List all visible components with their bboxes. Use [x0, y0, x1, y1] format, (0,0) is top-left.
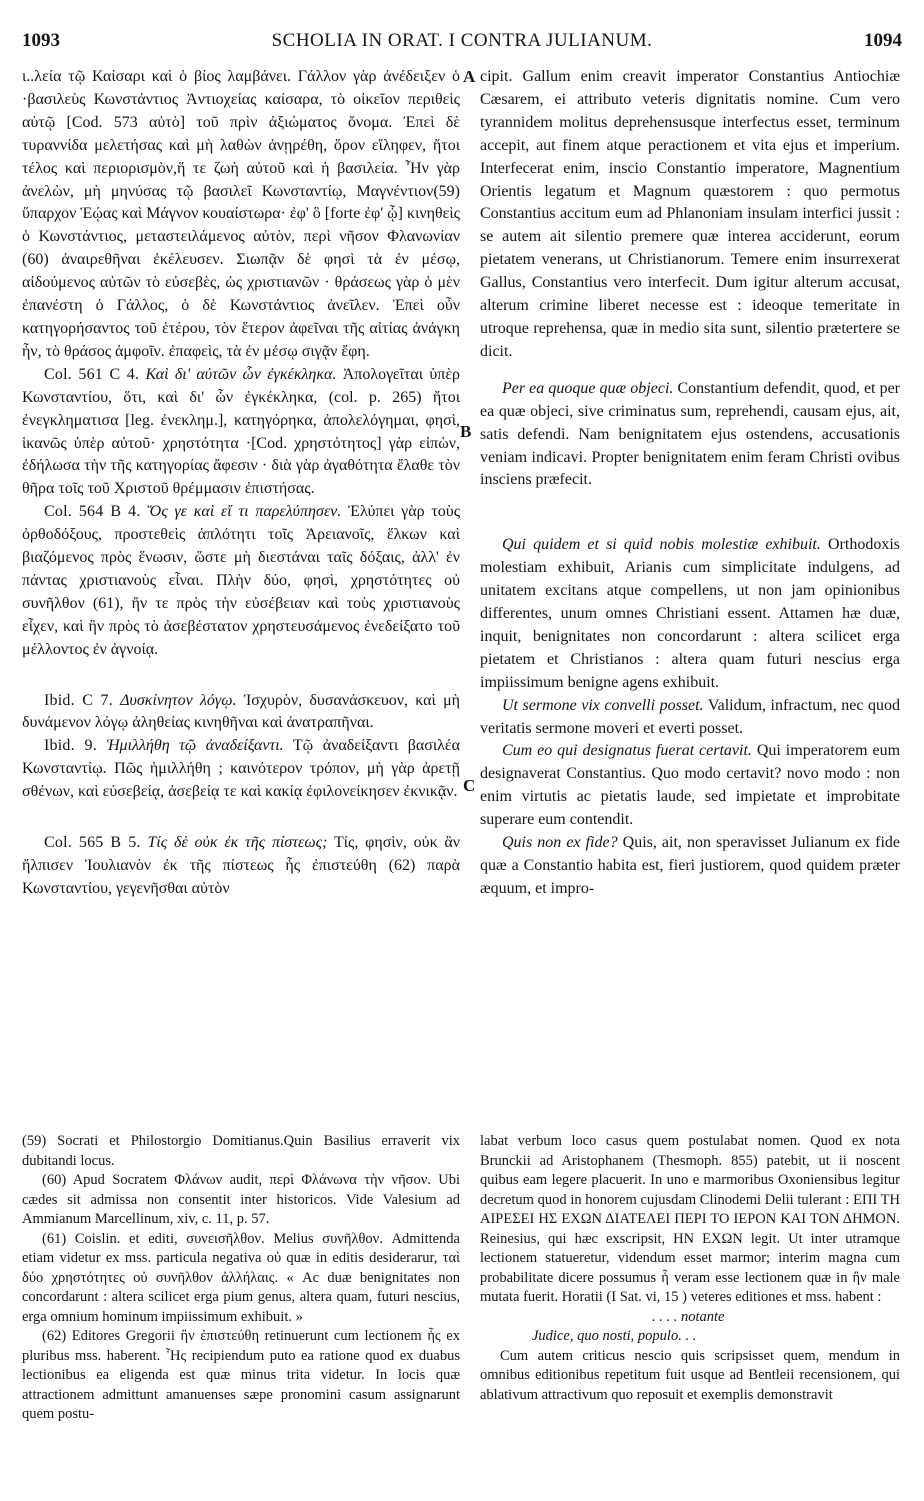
greek-scholion-4: [22, 690, 460, 736]
latin-scholion-1: cipit. Gallum enim creavit imperator Constantius Antiochiæ Cæsarem, ei attributo veteris dignitatis nomine. Cum vero tyrannidem molitus deprehensusque interfectus esset, terminum accepit, aut finem atque peractionem et vita ejus et imperium. Interfecerat enim, inscio Constantio imperatore, Magnentium Orientis legatum et Magnum quæstorem : quo permotus Constantius accitum eum ad Phlanoniam insulam interfici jussit : se autem ait silentio premere quæ interea acciderunt, eorum pietatem venerans, ut Christianorum. Temere enim insurrexerat Gallus, Constantius vero interfecit. Dum igitur alterum accusat, alterum crimine liberet necesse est : ideoque temeritate in utroque reprehensa, quæ in medio sita sunt, silentio prætertere se dicit.: [480, 68, 900, 360]
scholion-text: Ἐλύπει γὰρ τοὺς ὀρθοδόξους, προστεθεὶς ἁπλότητι τοῖς Ἀρειανοῖς, ἕλκων καὶ βιαζόμενος πρὸς ἕνωσιν, ὥστε μὴ διεστάναι ταῖς δόξαις, ἀλλ' ἐν πάντας χριστιανοὺς εἶναι. Πλὴν δύο, φησὶ, χρηστότητες οὐ συνῆλθον (61), ἥν τε πρὸς τὴν εὐσέβειαν καὶ τοὺς χριστιανοὺς εἶχεν, καὶ ἣν πρὸς τὸ ἀσεβέστατον χρηστευσάμενος ἐνεδείξατο τοῦ μέλλοντος ἐν ἀγνοίᾳ.: [22, 503, 461, 658]
latin-scholion-2: [480, 378, 900, 493]
footnote-62: (62) Editores Gregorii ἣν ἐπιστεύθη retinuerunt cum lectionem ἧς ex pluribus mss. haberent. Ἧς recipiendum puto ea ratione quod ex duabus lectionibus ea eligenda est quæ minus trita videtur. In locis quæ attractionem admittunt amanuenses sæpe pronomini casum assignarunt quem postu-: [22, 1328, 460, 1422]
latin-column: [480, 66, 900, 901]
latin-scholion-4: [480, 695, 900, 741]
greek-scholion-1: ι..λεία τῷ Καίσαρι καὶ ὁ βίος λαμβάνει. Γάλλον γὰρ ἀνέδειξεν ὁ ·βασιλεὺς Κωνστάντιος Ἀντιοχείας καίσαρα, τὸ οἰκεῖον περιθεὶς αὐτῷ [Cod. 573 αὐτὸ] τοῦ πρὶν ἀξιώματος ὄνομα. Ἐπεὶ δὲ τυραννίδα μελετήσας καὶ μὴ λαθὼν ἀνῃρέθη, ὅρον εἴληφεν, ἤτοι τέλος καὶ περιορισμὸν,ἥ τε ζωὴ αὐτοῦ καὶ ἡ βασιλεία. Ἦν γὰρ ἀνελὼν, μὴ μηνύσας τῷ βασιλεῖ Κωνσταντίῳ, Μαγνέντιον(59) ὕπαρχον Ἑῴας καὶ Μάγνον κουαίστωρα· ἐφ' ὃ [forte ἐφ' ᾧ] κινηθεὶς ὁ Κωνστάντιος, μεταστειλάμενος αὐτὸν, περὶ νῆσον Φλανωνίαν (60) ἀναιρεθῆναι ἐκέλευσεν. Σιωπᾷν δὲ φησὶ τὰ ἐν μέσῳ, αἰδούμενος αὐτῶν τὸ εὐσεβὲς, ὡς χριστιανῶν · θράσεως γὰρ ὁ μὲν ἐπανέστη ὁ Γάλλος, ὁ δὲ Κωνστάντιος ἀνεῖλεν. Ἐπεὶ οὖν κατηγορήσαντος τοῦ ἑτέρου, τὸν ἕτερον ἀφεῖναι τῆς αἰτίας ἀνάγκη ἦν, τὸ θράσος ἀμφοῖν. ἐπαφεὶς, τὰ ἐν μέσῳ σιγᾷν ἔφη.: [22, 68, 460, 360]
scholion-text: Constantium defendit, quod, et per ea quæ objeci, sive criminatus sum, reprehendi, causam ejus, ait, satis defendi. Nam benignitatem ejus ostendens, accusationis veniam indicavi. Propter benignitatem enim feram Christi ovibus insciens præfecit.: [480, 379, 901, 489]
scholion-text: Qui imperatorem eum designaverat Constantius. Quo modo certavit? novo modo : non enim virtutis ac pietatis laude, sed impietate et improbitate superare eum contendit.: [480, 742, 901, 829]
scholion-text: Ἰσχυρὸν, δυσανάσκευον, καὶ μὴ δυνάμενον λόγῳ ἀληθείας κινηθῆναι καὶ ἀνατραπῆναι.: [22, 691, 461, 732]
greek-scholion-6: [22, 832, 460, 901]
scholion-lemma: Τίς δὲ οὐκ ἐκ τῆς πίστεως;: [147, 834, 328, 852]
scholion-reference: Ibid. 9.: [44, 737, 97, 755]
page-number-right: 1094: [864, 30, 902, 51]
greek-scholion-5: [22, 735, 460, 804]
scholion-lemma: Ut sermone vix convelli posset.: [502, 696, 704, 714]
greek-column: [22, 66, 460, 901]
footnote-62-conclusion: Cum autem criticus nescio quis scripsisset quem, mendum in omnibus editionibus repetitum fuit usque ad Bentleii recensionem, qui ablativum attractivum quo reposuit et exemplis demonstravit: [480, 1347, 900, 1403]
scholion-lemma: Qui quidem et si quid nobis molestiæ exhibuit.: [502, 536, 821, 554]
running-title: SCHOLIA IN ORAT. I CONTRA JULIANUM.: [271, 30, 653, 51]
quotation-line-2: Judice, quo nosti, populo. . .: [532, 1328, 697, 1344]
scholion-lemma: Καὶ δι' αὐτῶν ὧν ἐγκέκληκα.: [145, 365, 337, 383]
quotation-line-1: . . . . notante: [652, 1308, 725, 1325]
margin-marker-b: B: [460, 422, 472, 441]
footnote-60: (60) Apud Socratem Φλάνων audit, περὶ Φλάνωνα τὴν νῆσον. Ubi cædes sit admissa non consentit inter historicos. Vide Valesium ad Ammianum Marcellinum, xiv, c. 11, p. 57.: [22, 1172, 460, 1227]
scholion-text: Orthodoxis molestiam exhibuit, Arianis cum simplicitate indulgens, ad unitatem excitans atque compellens, ut non jam opinionibus differentes, unum omnes Christiani essent. Attamen hæ duæ, inquit, benignitates non concordarunt : altera scilicet erga pietatem et Christianos : altera quam futuri nescius erga impiissimum benigne agens exhibuit.: [480, 536, 900, 691]
greek-scholion-2: [22, 364, 460, 501]
footnotes-left: [22, 1132, 460, 1425]
footnotes-right: [480, 1132, 900, 1405]
scholion-text: Τῷ ἀναδείξαντι βασιλέα Κωνσταντίῳ. Πῶς ἡμιλλήθη ; καινότερον τρόπον, μὴ γὰρ ἀρετῇ σθένων, καὶ εὐσεβείᾳ, ἀσεβείᾳ τε καὶ κακίᾳ ἐφιλονείκησεν ἐκνικᾷν.: [22, 737, 461, 801]
latin-scholion-3: [480, 534, 900, 694]
scholion-text: Τίς, φησὶν, οὐκ ἂν ἤλπισεν Ἰουλιανὸν ἐκ τῆς πίστεως ἧς ἐπιστεύθη (62) παρὰ Κωνσταντίου, γεγενῆσθαι αὐτὸν: [22, 834, 461, 897]
scholion-lemma: Per ea quoque quæ objeci.: [502, 379, 674, 397]
margin-marker-c: C: [463, 776, 476, 795]
scholion-reference: Ibid. C 7.: [44, 691, 113, 709]
page-number-left: 1093: [22, 30, 60, 51]
scholion-lemma: Quis non ex fide?: [502, 834, 618, 852]
scholion-reference: Col. 561 C 4.: [44, 365, 140, 383]
page-header: [22, 30, 902, 60]
scholion-lemma: Δυσκίνητον λόγῳ.: [120, 691, 237, 709]
scholion-lemma: Cum eo qui designatus fuerat certavit.: [502, 742, 752, 760]
scholion-lemma: Ὅς γε καὶ εἴ τι παρελύπησεν.: [147, 503, 342, 521]
scholion-lemma: Ἡμιλλήθη τῷ ἀναδείξαντι.: [106, 737, 284, 755]
latin-scholion-6: [480, 832, 900, 901]
scholion-text: Quis, ait, non speravisset Julianum ex fide quæ a Constantio habita est, fieri justiorem, quod quidem præter æquum, et impro-: [480, 834, 901, 897]
greek-scholion-3: [22, 501, 460, 661]
footnote-61: (61) Coislin. et editi, συνεισῆλθον. Melius συνῆλθον. Admittenda etiam videtur ex mss. particula negativa οὐ quæ in editis desiderarur, ταὶ δύο χρηστότητες οὐ συνῆλθον ἀλλήλαις. « Ac duæ benignitates non concordarunt : altera scilicet erga pium genus, altera quam, futuri nescius, erga omnium hominum impiissimum exhibuit. »: [22, 1230, 460, 1325]
margin-marker-a: A: [463, 67, 476, 86]
footnote-62-continued: labat verbum loco casus quem postulabat nomen. Quod ex nota Brunckii ad Aristophanem (Thesmoph. 855) patebit, ut ii noscent quibus eam legere placuerit. In uno e marmoribus Oxoniensibus legitur decretum quod in honorem cujusdam Clinodemi Delii tulerant : ΕΠΙ ΤΗ ΑΙΡΕΣΕΙ ΗΣ ΕΧΩΝ ΔΙΑΤΕΛΕΙ ΠΕΡΙ ΤΟ ΙΕΡΟΝ ΚΑΙ ΤΟΝ ΔΗΜΟΝ. Reinesius, qui hæc exscripsit, ΗΝ ΕΧΩΝ legit. Ut inter utramque lectionem statueretur, videndum esset marmor; interim magna cum probabilitate dicere possumus ἧ veram esse lectionem quæ in ἣν male mutata fuerit. Horatii (I Sat. vi, 15 ) veteres editiones et mss. habent :: [480, 1133, 900, 1305]
scholion-text: Validum, infractum, nec quod veritatis sermone moveri et everti posset.: [480, 696, 900, 737]
scholion-reference: Col. 564 B 4.: [44, 503, 141, 521]
latin-scholion-5: [480, 740, 900, 832]
scholion-text: Ἀπολογεῖται ὑπὲρ Κωνσταντίου, ὅτι, καὶ δι' ὧν ἐγκέκληκα, (col. p. 265) ἤτοι ἐνεγκληματισα [leg. ἐνεκλημ.], κατηγόρηκα, ἀπολελόγημαι, φησὶ, ἱκανῶς ὑπὲρ αὐτοῦ· χρηστότητα ·[Cod. χρηστότητος] γὰρ εἰπὼν, ἐδήλωσα τὴν τῆς κατηγορίας ἄφεσιν · διὰ γὰρ ἀγαθότητα ἔλαθε τὸν θῆρα τοῖς τοῦ Χριστοῦ θρέμμασιν ἐπιστήσας.: [22, 365, 461, 498]
footnote-59: (59) Socrati et Philostorgio Domitianus.Quin Basilius erraverit vix dubitandi locus.: [22, 1133, 460, 1169]
scholion-reference: Col. 565 B 5.: [44, 834, 141, 852]
